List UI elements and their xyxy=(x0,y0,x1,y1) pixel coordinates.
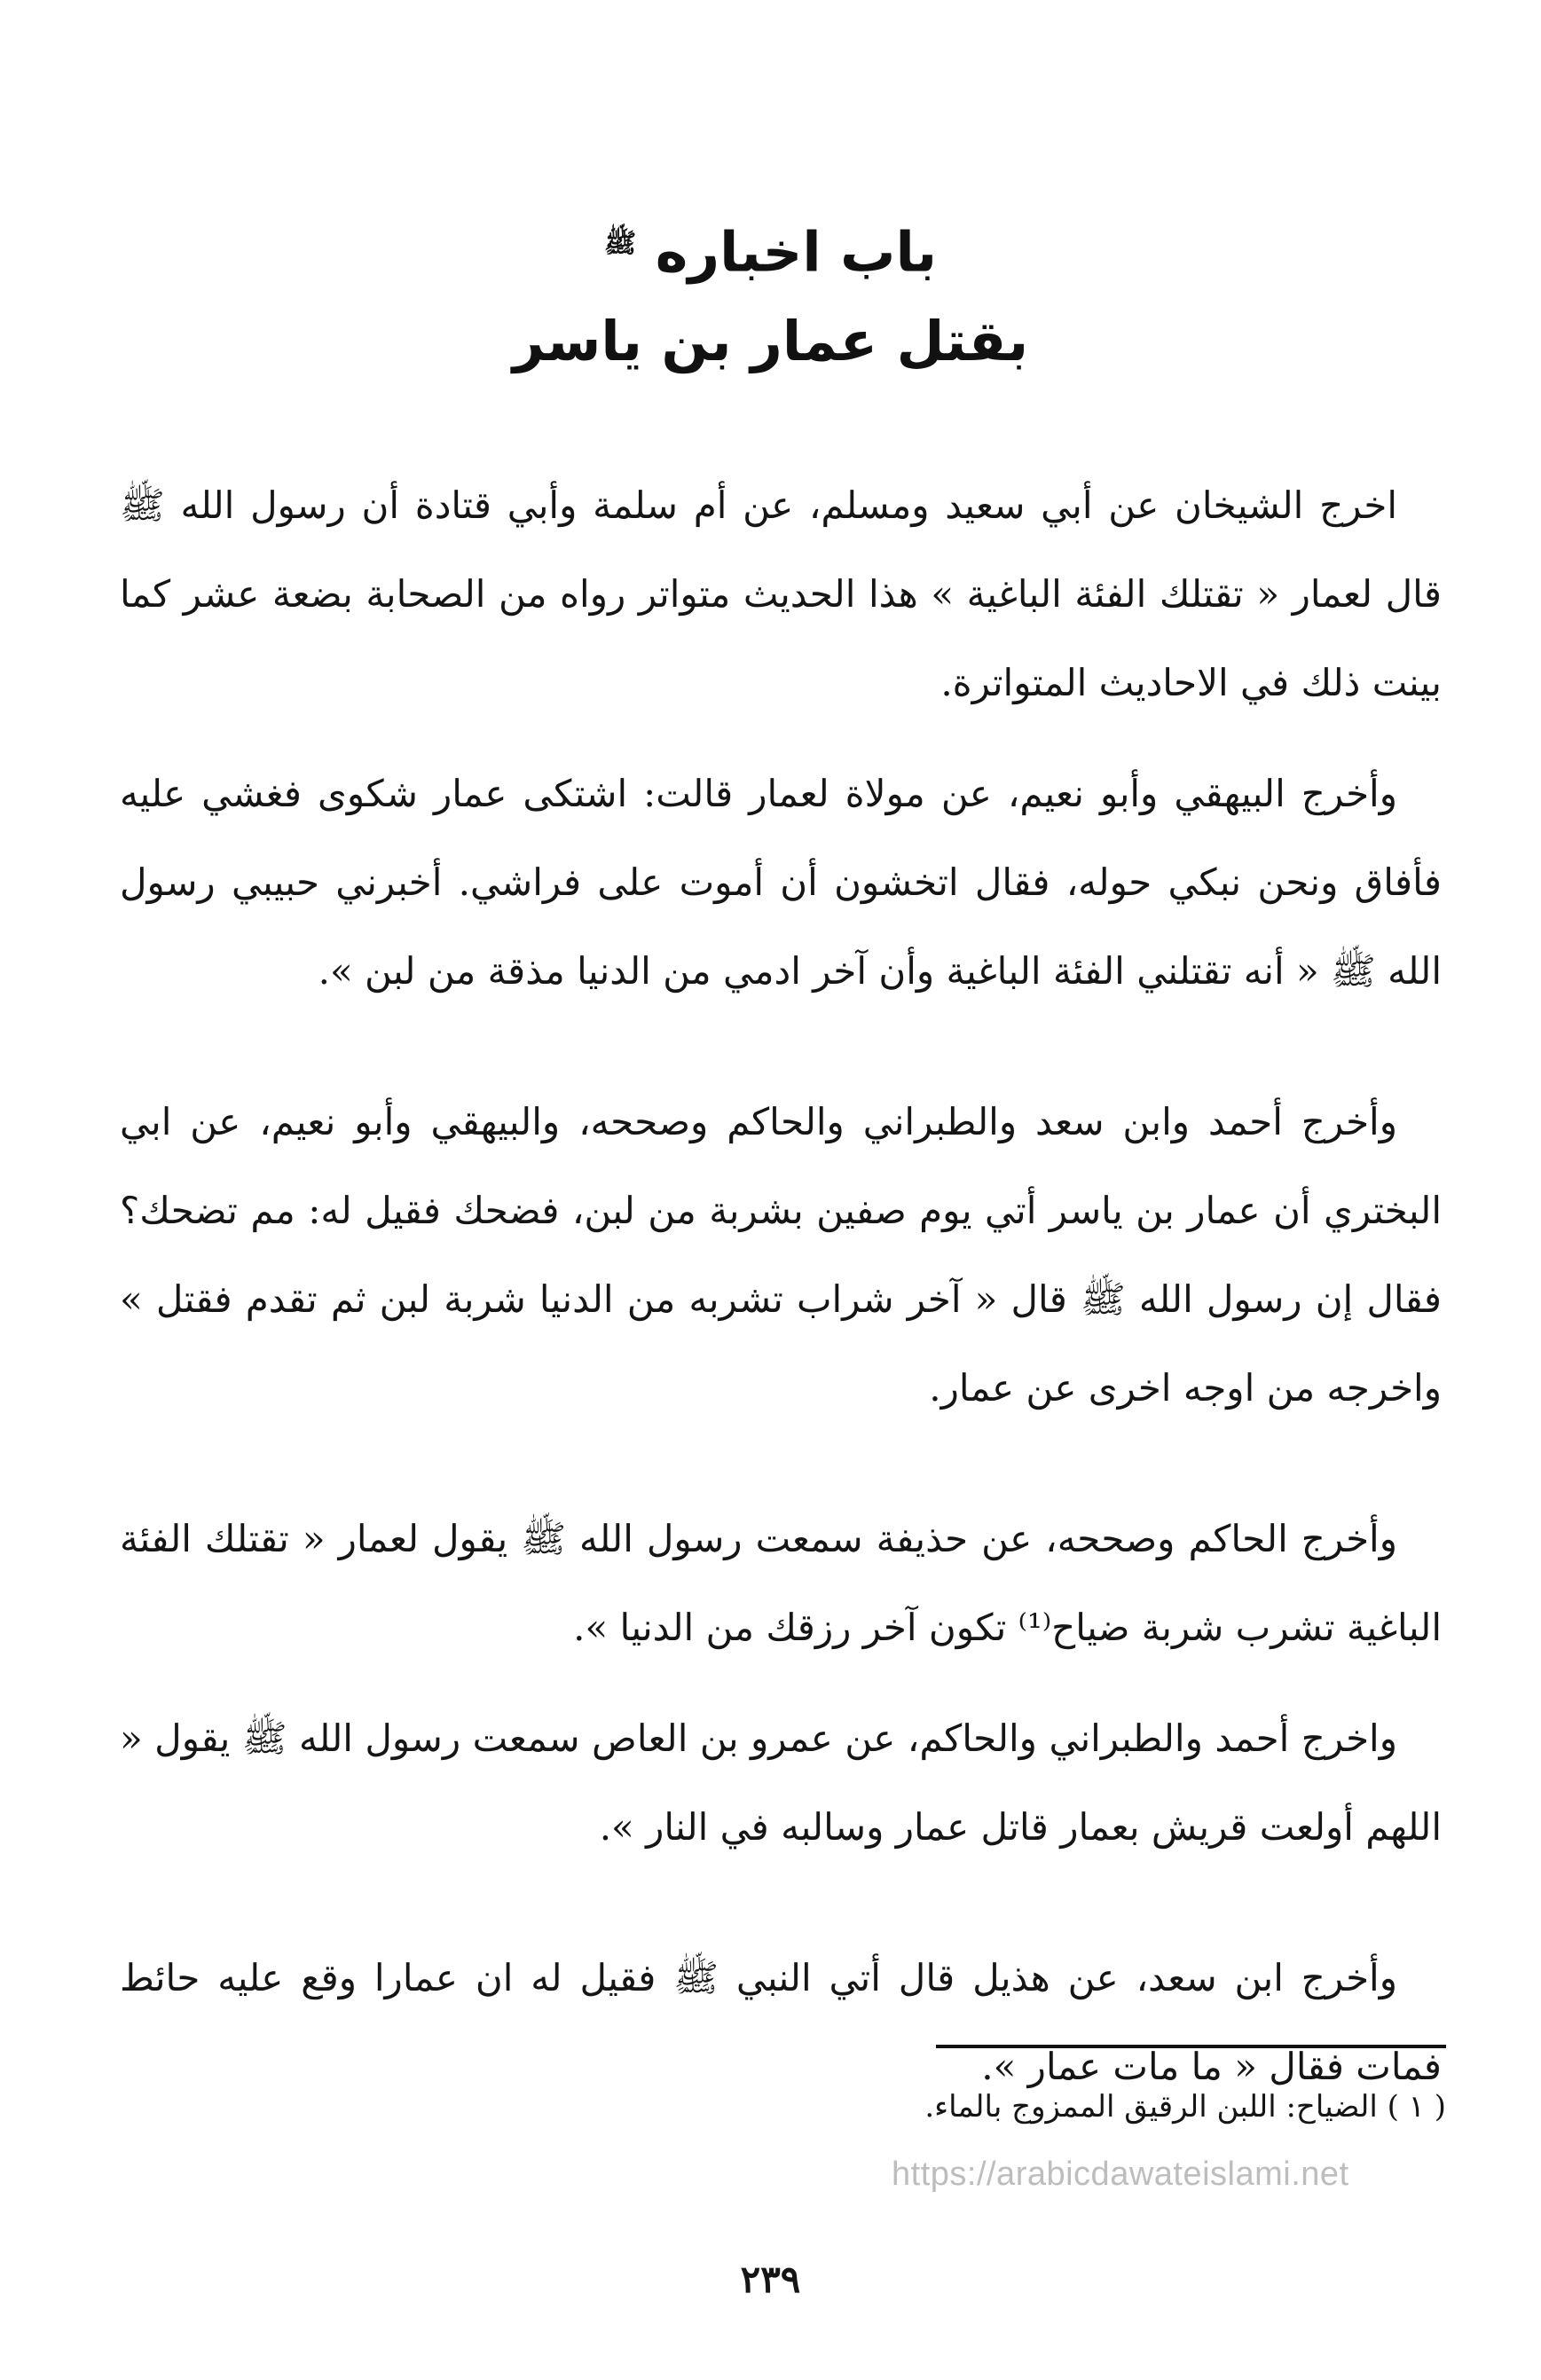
heading-line-1-text: باب اخباره xyxy=(655,219,938,285)
heading-line-2: بقتل عمار بن ياسر xyxy=(512,308,1029,373)
chapter-heading xyxy=(0,200,1541,386)
heading-line-1 xyxy=(0,200,1541,297)
honorific-symbol: ﷺ xyxy=(603,228,637,259)
footnote: ( ١ ) الضياح: اللبن الرقيق الممزوج بالماء. xyxy=(924,2089,1446,2125)
paragraph-4: وأخرج الحاكم وصححه، عن حذيفة سمعت رسول الله ﷺ يقول لعمار « تقتلك الفئة الباغية تشرب شربة ضياح⁽¹⁾ تكون آخر رزقك من الدنيا ». xyxy=(120,1517,1442,1649)
paragraph-6: وأخرج ابن سعد، عن هذيل قال أتي النبي ﷺ فقيل له ان عمارا وقع عليه حائط فمات فقال « ما مات عمار ». xyxy=(120,1956,1442,2088)
page-number: ٢٣٩ xyxy=(740,2258,801,2301)
paragraph-1: اخرج الشيخان عن أبي سعيد ومسلم، عن أم سلمة وأبي قتادة أن رسول الله ﷺ قال لعمار « تقتلك الفئة الباغية » هذا الحديث متواتر رواه من الصحابة بضعة عشر كما بينت ذلك في الاحاديث المتواترة. xyxy=(120,483,1442,704)
watermark-url: https://arabicdawateislami.net xyxy=(892,2156,1349,2193)
footnote-divider xyxy=(936,2045,1446,2048)
paragraph-2: وأخرج البيهقي وأبو نعيم، عن مولاة لعمار قالت: اشتكى عمار شكوى فغشي عليه فأفاق ونحن نبكي حوله، فقال اتخشون أن أموت على فراشي. أخبرني حبيبي رسول الله ﷺ « أنه تقتلني الفئة الباغية وأن آخر ادمي من الدنيا مذقة من لبن ». xyxy=(120,772,1442,993)
paragraph-5: واخرج أحمد والطبراني والحاكم، عن عمرو بن العاص سمعت رسول الله ﷺ يقول « اللهم أولعت قريش بعمار قاتل عمار وسالبه في النار ». xyxy=(120,1716,1442,1849)
paragraph-3: وأخرج أحمد وابن سعد والطبراني والحاكم وصححه، والبيهقي وأبو نعيم، عن ابي البختري أن عمار بن ياسر أتي يوم صفين بشربة من لبن، فضحك فقيل له: مم تضحك؟ فقال إن رسول الله ﷺ قال « آخر شراب تشربه من الدنيا شربة لبن ثم تقدم فقتل » واخرجه من اوجه اخرى عن عمار. xyxy=(120,1100,1442,1410)
body-text xyxy=(120,461,1442,2133)
